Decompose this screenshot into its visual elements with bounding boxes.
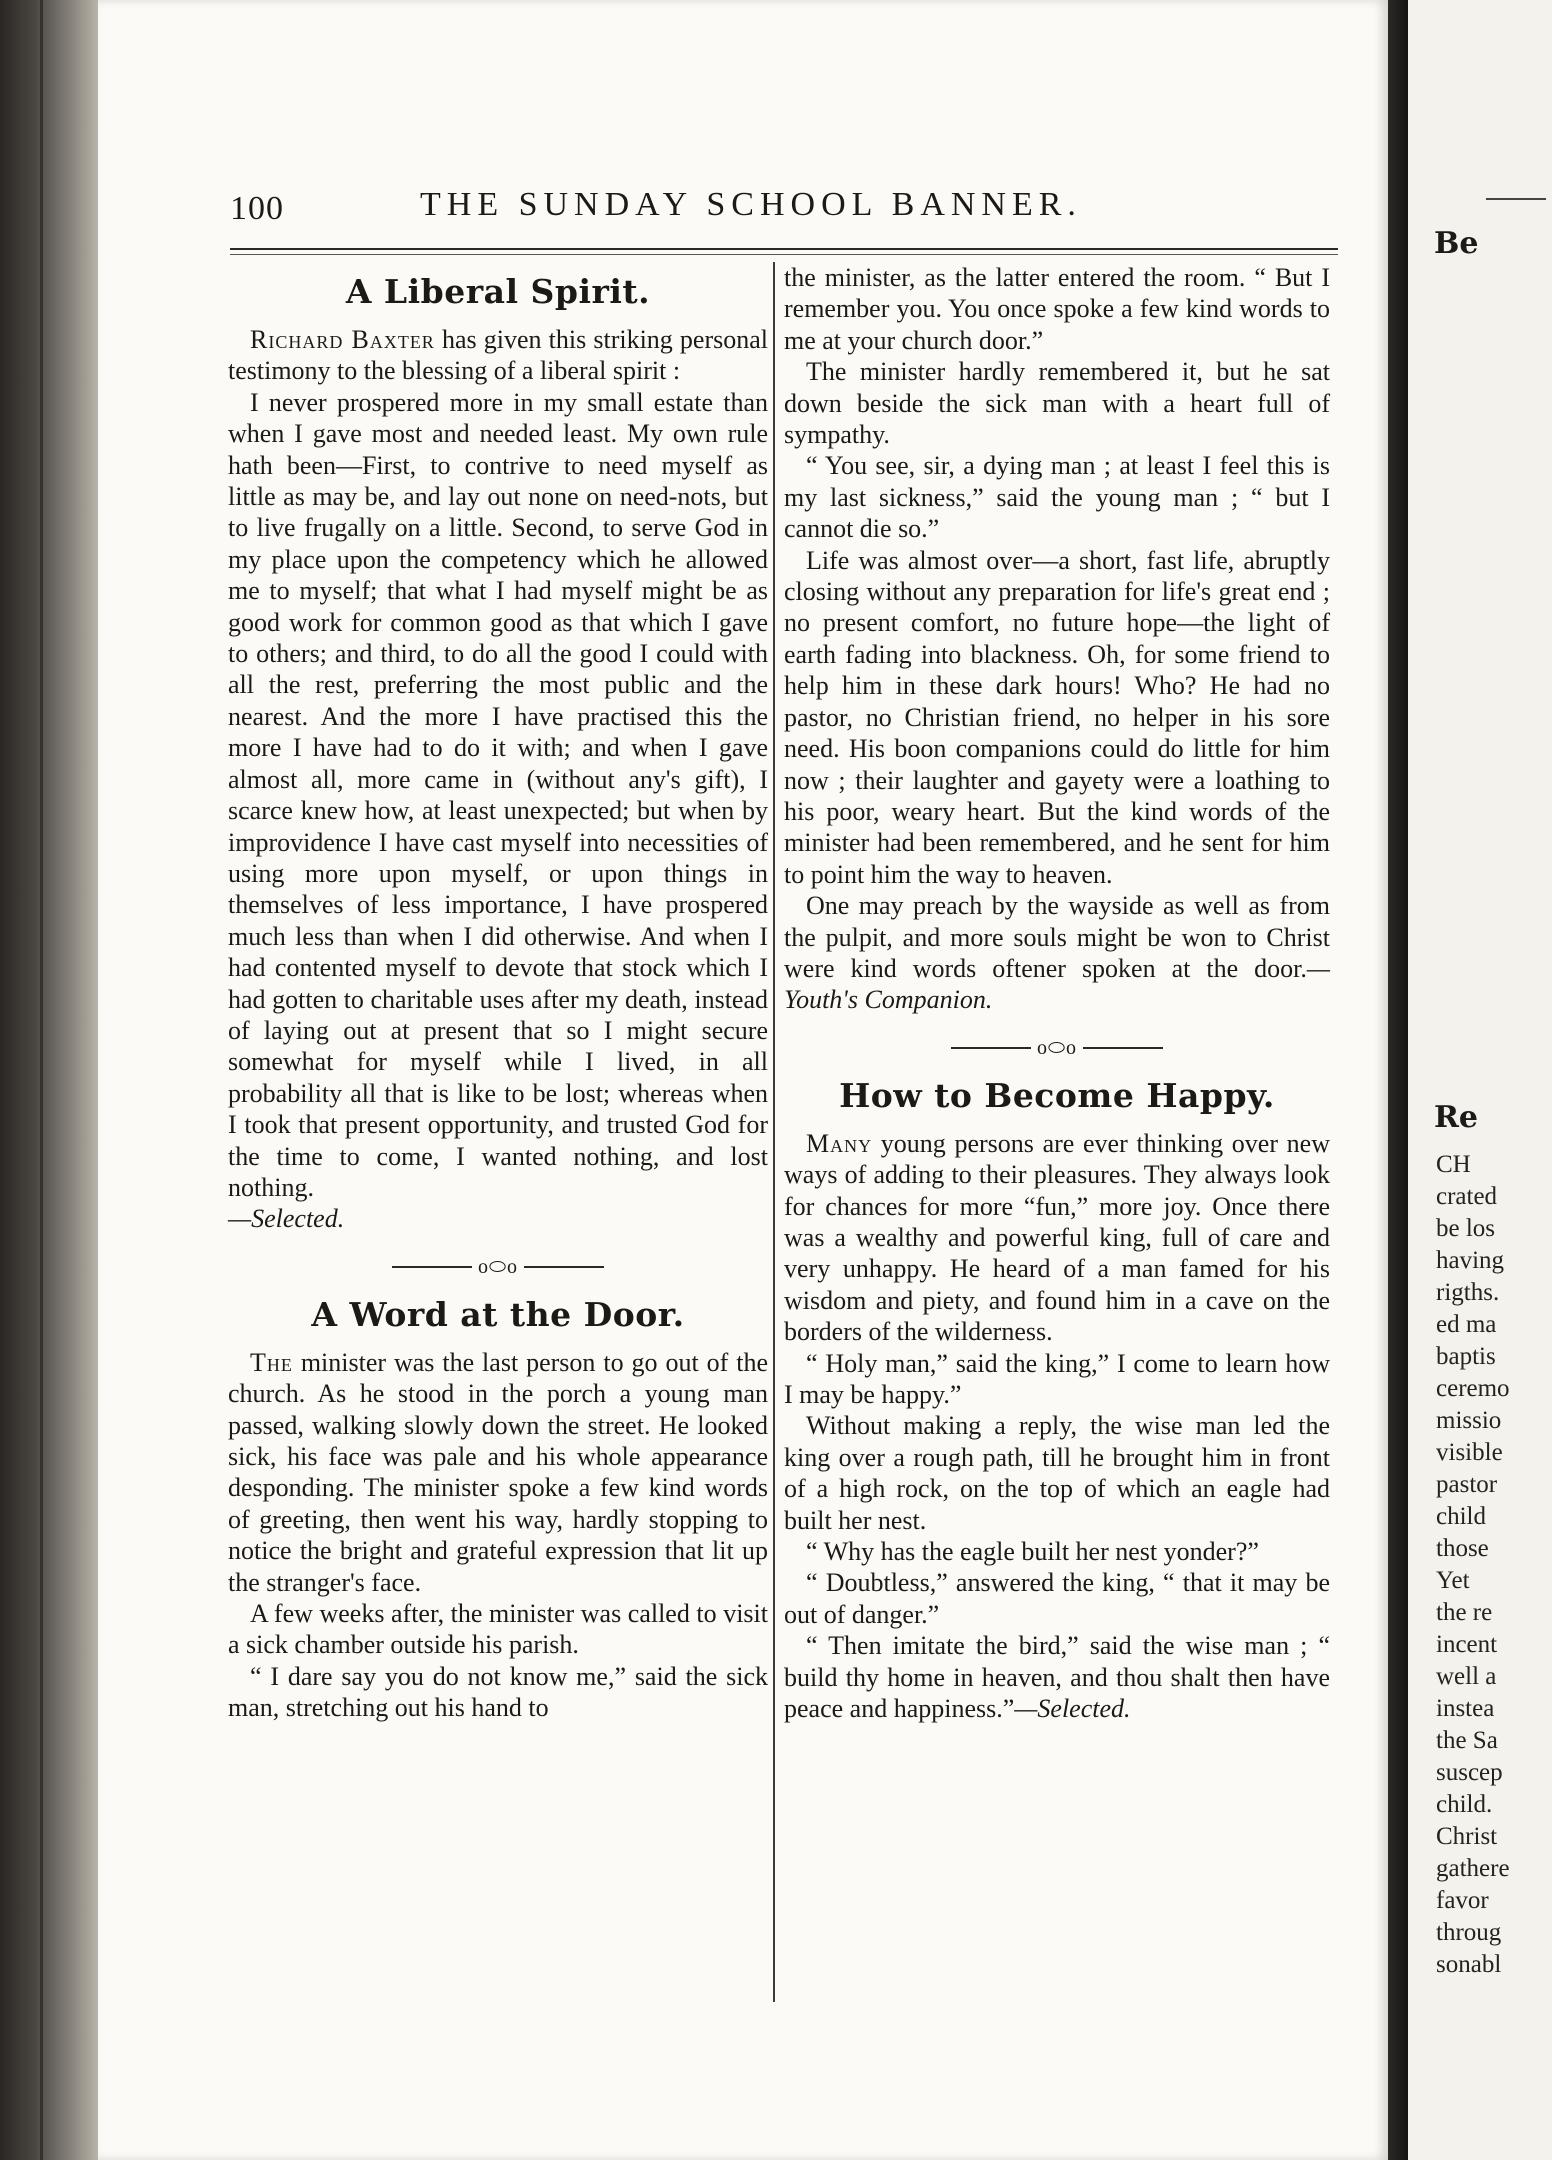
facing-page-line: missio — [1436, 1407, 1502, 1434]
facing-page-line: the re — [1436, 1599, 1493, 1626]
become-happy-paragraph-6 — [784, 1630, 1330, 1724]
facing-header-rule — [1486, 198, 1546, 200]
facing-page-line: gathere — [1436, 1855, 1510, 1882]
facing-page-line: incent — [1436, 1631, 1498, 1658]
divider-ornament: o⬭o — [477, 1255, 519, 1278]
word-at-door-paragraph-7 — [784, 890, 1330, 1016]
paragraph-text: young persons are ever thinking over new ways of adding to their pleasures. They always look for chances for more “fun,” more joy. Once there was a wealthy and powerful king, full of care and very unhappy. He heard of a man famed for his wisdom and piety, and found him in a cave on the borders of the wilderness. — [784, 1128, 1330, 1347]
section-divider — [228, 1257, 768, 1277]
facing-page-line: having — [1436, 1247, 1505, 1274]
facing-page-line: crated — [1436, 1183, 1498, 1210]
facing-page-line: ed ma — [1436, 1311, 1497, 1338]
article-title-liberal-spirit: A Liberal Spirit. — [345, 272, 651, 311]
become-happy-paragraph-4: “ Why has the eagle built her nest yonder?” — [806, 1537, 1259, 1567]
become-happy-paragraph-2: “ Holy man,” said the king,” I come to learn how I may be happy.” — [784, 1348, 1330, 1409]
right-column — [784, 262, 1330, 1724]
facing-page-line: throug — [1436, 1919, 1502, 1946]
page-gutter — [1388, 0, 1408, 2160]
become-happy-attribution: —Selected. — [1014, 1694, 1131, 1724]
word-at-door-citation: —Youth's Companion. — [784, 953, 1330, 1015]
divider-line-left — [951, 1047, 1031, 1049]
word-at-door-paragraph-5: “ You see, sir, a dying man ; at least I feel this is my last sickness,” said the young man ; “ but I cannot die so.” — [784, 451, 1330, 544]
facing-page-line: favor — [1436, 1887, 1489, 1914]
left-column — [228, 262, 768, 1724]
facing-page-edge — [1408, 0, 1552, 2160]
intro-lead-name: Richard Baxter — [250, 325, 435, 354]
word-at-door-paragraph-1 — [228, 1347, 768, 1598]
liberal-spirit-intro — [228, 324, 768, 387]
divider-line-right — [1083, 1047, 1163, 1049]
facing-page-line: ceremo — [1436, 1375, 1510, 1402]
paragraph-text: One may preach by the wayside as well as from the pulpit, and more souls might be won to Christ were kind words oftener spoken at the door. — [784, 891, 1330, 983]
liberal-spirit-attribution: —Selected. — [228, 1204, 345, 1234]
article-title-word-at-door: A Word at the Door. — [311, 1294, 685, 1334]
facing-page-line: well a — [1436, 1663, 1497, 1690]
facing-page-line: Yet — [1436, 1567, 1470, 1594]
header-rule-thin — [230, 254, 1338, 255]
facing-page-line: child. — [1436, 1791, 1493, 1818]
section-divider — [784, 1038, 1330, 1058]
facing-page-line: baptis — [1436, 1343, 1496, 1370]
facing-page-line: CH — [1436, 1151, 1471, 1178]
divider-ornament: o⬭o — [1036, 1036, 1078, 1059]
paragraph-text: “ Then imitate the bird,” said the wise man ; “ build thy home in heaven, and thou shalt then have peace and happiness.” — [784, 1631, 1330, 1724]
facing-page-line: instea — [1436, 1695, 1495, 1722]
facing-page-line: the Sa — [1436, 1727, 1498, 1754]
book-binding — [0, 0, 98, 2160]
facing-page-heading: Re — [1434, 1100, 1479, 1135]
running-title: THE SUNDAY SCHOOL BANNER. — [420, 186, 1082, 223]
facing-page-line: visible — [1436, 1439, 1503, 1466]
facing-page-line: suscep — [1436, 1759, 1503, 1786]
facing-page-line: rigths. — [1436, 1279, 1500, 1306]
facing-page-line: Christ — [1436, 1823, 1498, 1850]
header-rule — [230, 248, 1338, 250]
word-at-door-paragraph-2: A few weeks after, the minister was called to visit a sick chamber outside his parish. — [228, 1599, 768, 1660]
divider-line-left — [392, 1266, 472, 1268]
facing-page-line: child — [1436, 1503, 1486, 1530]
facing-page-line: sonabl — [1436, 1951, 1502, 1978]
article-title-become-happy: How to Become Happy. — [839, 1075, 1275, 1115]
become-happy-paragraph-3: Without making a reply, the wise man led the king over a rough path, till he brought him in front of a high rock, on the top of which an eagle had built her nest. — [784, 1411, 1330, 1535]
page-number: 100 — [230, 190, 284, 227]
column-divider — [773, 262, 775, 2002]
divider-line-right — [524, 1266, 604, 1268]
paragraph-text: minister was the last person to go out of the church. As he stood in the porch a young man passed, walking slowly down the street. He looked sick, his face was pale and his whole appearance desponding. The minister spoke a few kind words of greeting, then went his way, hardly stopping to notice the bright and grateful expression that lit up the stranger's face. — [228, 1347, 768, 1597]
liberal-spirit-body: I never prospered more in my small estate than when I gave most and needed least. My own rule hath been—First, to contrive to need myself as little as may be, and lay out none on need-nots, but to live frugally on a little. Second, to serve God in my place upon the competency which he allowed me to myself; that what I had myself might be as good work for common good as that which I gave to others; and third, to do all the good I could with all the rest, preferring the most public and the nearest. And the more I have practised this the more I have had to do it with; and when I gave almost all, more came in (without any's gift), I scarce knew how, at least unexpected; but when by improvidence I have cast myself into necessities of using more upon myself, or upon things in themselves of less importance, I have prospered much less than when I did otherwise. And when I had contented myself to devote that stock which I had gotten to charitable uses after my death, instead of laying out at present that so I might secure somewhat for myself while I lived, in all probability all that is like to be lost; whereas when I took that present opportunity, and trusted God for the time to come, I wanted nothing, and lost nothing. — [228, 387, 768, 1202]
facing-page-line: those — [1436, 1535, 1489, 1562]
become-happy-paragraph-1 — [784, 1128, 1330, 1348]
facing-page-heading: Be — [1434, 226, 1479, 261]
become-happy-paragraph-5: “ Doubtless,” answered the king, “ that it may be out of danger.” — [784, 1568, 1330, 1629]
facing-page-line: be los — [1436, 1215, 1496, 1242]
word-at-door-paragraph-3: “ I dare say you do not know me,” said the sick man, stretching out his hand to — [228, 1661, 768, 1723]
facing-page-line: pastor — [1436, 1471, 1498, 1498]
paragraph-lead-word: Many — [806, 1128, 873, 1158]
word-at-door-paragraph-4: The minister hardly remembered it, but he sat down beside the sick man with a heart full of sympathy. — [784, 357, 1330, 450]
intro-text: has given this striking personal testimony to the blessing of a liberal spirit : — [228, 325, 769, 386]
word-at-door-paragraph-3-continued: the minister, as the latter entered the room. “ But I remember you. You once spoke a few kind words to me at your church door.” — [784, 263, 1330, 355]
word-at-door-paragraph-6: Life was almost over—a short, fast life, abruptly closing without any preparation for life's great end ; no present comfort, no future hope—the light of earth fading into blackness. Oh, for some friend to help him in these dark hours! Who? He had no pastor, no Christian friend, no helper in his sore need. His boon companions could do little for him now ; their laughter and gayety were a loathing to his poor, weary heart. But the kind words of the minister had been remembered, and he sent for him to point him the way to heaven. — [784, 545, 1330, 889]
paragraph-lead-word: The — [250, 1347, 293, 1377]
